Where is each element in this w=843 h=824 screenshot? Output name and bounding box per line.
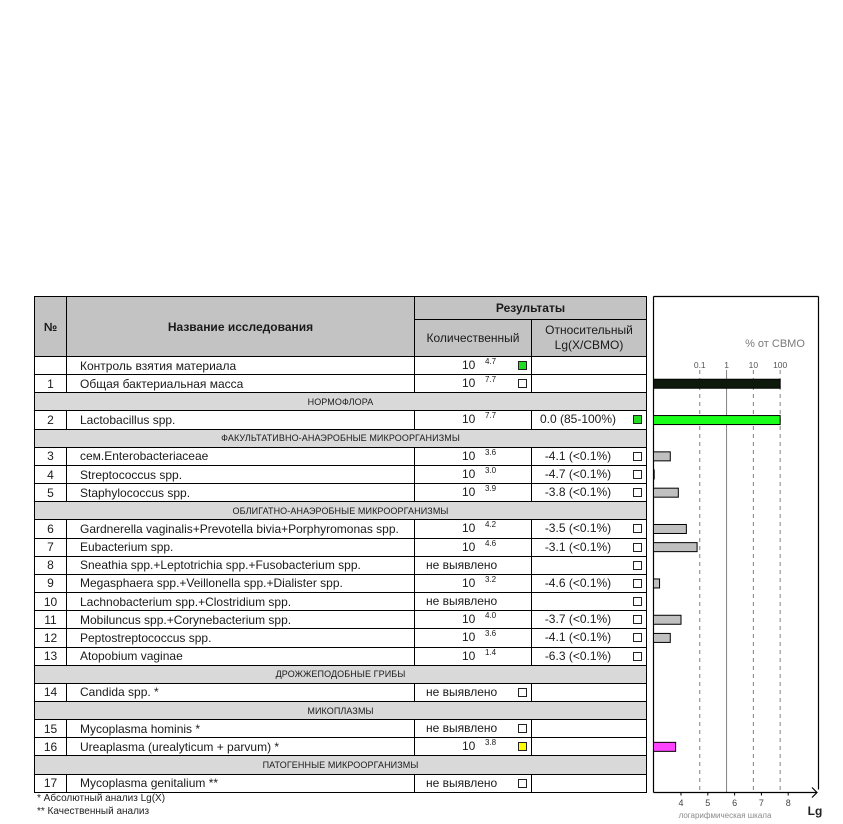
row-number: 1: [47, 376, 54, 391]
quantitative-base: 10: [462, 612, 476, 627]
quantitative-base: 10: [462, 358, 476, 372]
table-row: [35, 357, 646, 375]
row-number-cell: [35, 593, 67, 610]
quantitative-exponent: 3.6: [485, 629, 497, 639]
relative-cell: [532, 448, 646, 465]
relative-cell: [532, 738, 646, 755]
row-number: 6: [47, 521, 54, 536]
bar: [654, 488, 679, 497]
test-name: Lactobacillus spp.: [80, 413, 176, 428]
relative-status-marker: [633, 488, 642, 497]
row-number-cell: [35, 575, 67, 592]
row-number-cell: [35, 738, 67, 755]
test-name-cell: [67, 484, 415, 501]
row-number: 9: [47, 576, 54, 591]
relative-cell: [532, 648, 646, 665]
test-name-cell: [67, 738, 415, 755]
row-number-cell: [35, 520, 67, 537]
row-number-cell: [35, 484, 67, 501]
test-name: Gardnerella vaginalis+Prevotella bivia+Porphyromonas spp.: [80, 521, 399, 536]
bar: [654, 470, 655, 479]
relative-status-marker: [633, 597, 642, 606]
header-relative-line1: Относительный: [545, 323, 633, 337]
quantitative-cell: [415, 448, 532, 465]
row-number-cell: [35, 557, 67, 574]
test-name-cell: [67, 357, 415, 374]
test-name-cell: [67, 775, 415, 792]
chart-title: % от СВМО: [745, 338, 805, 350]
quantitative-cell: [415, 593, 532, 610]
row-number: 14: [43, 685, 58, 700]
quantitative-cell: [415, 684, 532, 701]
row-number-cell: [35, 648, 67, 665]
relative-value: -3.8 (<0.1%): [544, 485, 612, 500]
test-name-cell: [67, 539, 415, 556]
row-number: 10: [43, 594, 58, 609]
quantitative-exponent: 3.6: [485, 447, 497, 457]
quantitative-base: 10: [462, 485, 476, 500]
quantitative-base: 10: [462, 648, 476, 663]
test-name: Mobiluncus spp.+Corynebacterium spp.: [80, 612, 292, 627]
test-name: Candida spp. *: [80, 685, 159, 700]
section-label: ОБЛИГАТНО-АНАЭРОБНЫЕ МИКРООРГАНИЗМЫ: [232, 505, 449, 516]
table-row: [35, 466, 646, 484]
relative-value: -3.1 (<0.1%): [544, 539, 612, 554]
quantitative-cell: [415, 575, 532, 592]
quantitative-exponent: 3.9: [485, 484, 497, 494]
quantitative-base: 10: [462, 630, 476, 645]
quantitative-base: 10: [462, 739, 476, 754]
quantitative-text: не выявлено: [426, 594, 498, 609]
row-number: 4: [47, 467, 54, 482]
quantitative-base: 10: [462, 412, 476, 427]
relative-cell: [532, 593, 646, 610]
table-row: [35, 684, 646, 702]
test-name-cell: [67, 557, 415, 574]
relative-cell: [532, 720, 646, 737]
relative-cell: [532, 411, 646, 428]
test-name-cell: [67, 448, 415, 465]
row-number-cell: [35, 357, 67, 374]
x-axis-tick-label: 4: [678, 798, 684, 808]
percent-tick-label: 0.1: [693, 360, 706, 370]
table-row: [35, 520, 646, 538]
test-name: сем.Enterobacteriaceae: [80, 449, 209, 464]
quantitative-status-marker: [518, 688, 527, 697]
x-axis-tick-label: 5: [705, 798, 711, 808]
section-label: ФАКУЛЬТАТИВНО-АНАЭРОБНЫЕ МИКРООРГАНИЗМЫ: [221, 433, 460, 444]
relative-cell: [532, 629, 646, 646]
row-number-cell: [35, 411, 67, 428]
test-name: Streptococcus spp.: [80, 467, 183, 482]
quantitative-exponent: 3.0: [485, 465, 497, 475]
quantitative-exponent: 7.7: [485, 375, 497, 385]
quantitative-base: 10: [462, 376, 476, 391]
test-name-cell: [67, 411, 415, 428]
test-name-cell: [67, 684, 415, 701]
quantitative-text: не выявлено: [426, 557, 498, 572]
header-test-name: Название исследования: [67, 297, 415, 356]
row-number-cell: [35, 684, 67, 701]
relative-cell: [532, 484, 646, 501]
bar: [654, 416, 781, 425]
header-quantitative: Количественный: [415, 320, 532, 356]
section-row: [35, 393, 646, 411]
quantitative-base: 10: [462, 448, 476, 463]
quantitative-text: не выявлено: [426, 775, 498, 790]
relative-cell: [532, 357, 646, 374]
quantitative-cell: [415, 484, 532, 501]
relative-cell: [532, 575, 646, 592]
quantitative-exponent: 4.7: [485, 357, 497, 366]
relative-value: 0.0 (85-100%): [539, 412, 617, 427]
bar: [654, 633, 671, 642]
bar: [654, 524, 687, 533]
relative-cell: [532, 557, 646, 574]
quantitative-cell: [415, 629, 532, 646]
relative-cell: [532, 775, 646, 792]
table-row: [35, 738, 646, 756]
quantitative-exponent: 4.0: [485, 611, 497, 621]
relative-value: -4.1 (<0.1%): [544, 448, 612, 463]
relative-status-marker: [633, 524, 642, 533]
quantitative-status-marker: [518, 379, 527, 388]
test-name-cell: [67, 466, 415, 483]
relative-value: -3.5 (<0.1%): [544, 521, 612, 536]
table-row: [35, 720, 646, 738]
table-row: [35, 593, 646, 611]
relative-value: -4.1 (<0.1%): [544, 630, 612, 645]
row-number: 2: [47, 413, 54, 428]
quantitative-exponent: 3.8: [485, 738, 497, 748]
footnote-absolute: * Абсолютный анализ Lg(X): [37, 793, 166, 804]
table-row: [35, 539, 646, 557]
row-number: 11: [44, 612, 57, 627]
test-name-cell: [67, 593, 415, 610]
relative-value: -3.7 (<0.1%): [544, 612, 612, 627]
relative-value: -4.6 (<0.1%): [544, 575, 612, 590]
section-row: [35, 702, 646, 720]
x-axis-tick-label: 7: [758, 798, 764, 808]
quantitative-exponent: 7.7: [485, 411, 497, 421]
test-name: Staphylococcus spp.: [80, 485, 191, 500]
table-row: [35, 411, 646, 429]
results-table: [34, 296, 647, 793]
row-number: 15: [43, 721, 58, 736]
relative-value: -4.7 (<0.1%): [544, 466, 612, 481]
quantitative-cell: [415, 375, 532, 392]
row-number: 5: [47, 485, 54, 500]
header-relative-line2: Lg(X/СВМО): [554, 338, 624, 352]
table-body: [35, 357, 646, 793]
relative-status-marker: [633, 415, 642, 424]
row-number: 7: [47, 540, 54, 555]
quantitative-exponent: 1.4: [485, 647, 497, 657]
test-name-cell: [67, 648, 415, 665]
section-label: НОРМОФЛОРА: [307, 396, 374, 407]
header-number: №: [35, 297, 67, 356]
quantitative-cell: [415, 648, 532, 665]
test-name: Sneathia spp.+Leptotrichia spp.+Fusobacterium spp.: [80, 558, 361, 573]
header-relative: [532, 320, 646, 356]
quantitative-status-marker: [518, 742, 527, 751]
relative-status-marker: [633, 452, 642, 461]
row-number-cell: [35, 539, 67, 556]
test-name: Mycoplasma genitalium **: [80, 776, 219, 791]
x-axis-label: Lg: [807, 804, 823, 818]
bar: [654, 543, 698, 552]
quantitative-cell: [415, 720, 532, 737]
quantitative-cell: [415, 557, 532, 574]
quantitative-exponent: 3.2: [485, 574, 497, 584]
row-number-cell: [35, 375, 67, 392]
table-row: [35, 611, 646, 629]
quantitative-cell: [415, 520, 532, 537]
test-name-cell: [67, 611, 415, 628]
quantitative-cell: [415, 411, 532, 428]
relative-cell: [532, 375, 646, 392]
test-name: Ureaplasma (urealyticum + parvum) *: [80, 739, 280, 754]
section-row: [35, 756, 646, 774]
quantitative-cell: [415, 539, 532, 556]
table-header: [35, 297, 646, 357]
quantitative-status-marker: [518, 779, 527, 788]
table-row: [35, 648, 646, 666]
relative-status-marker: [633, 543, 642, 552]
quantitative-base: 10: [462, 521, 476, 536]
quantitative-text: не выявлено: [426, 684, 498, 699]
quantitative-status-marker: [518, 361, 527, 370]
relative-cell: [532, 520, 646, 537]
bar: [654, 579, 660, 588]
quantitative-status-marker: [518, 724, 527, 733]
row-number-cell: [35, 720, 67, 737]
relative-cell: [532, 466, 646, 483]
section-row: [35, 666, 646, 684]
relative-status-marker: [633, 652, 642, 661]
bar: [654, 742, 676, 751]
test-name: Контроль взятия материала: [80, 358, 237, 373]
row-number: 16: [43, 739, 58, 754]
section-label: ПАТОГЕННЫЕ МИКРООРГАНИЗМЫ: [262, 760, 419, 771]
test-name-cell: [67, 520, 415, 537]
row-number: 17: [43, 776, 58, 791]
quantitative-cell: [415, 611, 532, 628]
test-name: Eubacterium spp.: [80, 540, 174, 555]
percent-tick-label: 1: [724, 360, 729, 370]
test-name: Megasphaera spp.+Veillonella spp.+Dialister spp.: [80, 576, 343, 591]
bar: [654, 615, 682, 624]
bar: [654, 452, 671, 461]
percent-tick-label: 10: [748, 360, 759, 370]
relative-cell: [532, 611, 646, 628]
table-row: [35, 629, 646, 647]
test-name: Atopobium vaginae: [80, 649, 183, 664]
row-number-cell: [35, 448, 67, 465]
header-results: Результаты: [415, 297, 646, 320]
test-name-cell: [67, 375, 415, 392]
x-axis-arrow-icon: [812, 788, 817, 798]
row-number: 13: [43, 649, 58, 664]
scale-label: логарифмическая шкала: [678, 811, 772, 820]
quantitative-cell: [415, 738, 532, 755]
table-row: [35, 375, 646, 393]
table-row: [35, 557, 646, 575]
quantitative-base: 10: [462, 466, 476, 481]
quantitative-base: 10: [462, 575, 476, 590]
section-row: [35, 430, 646, 448]
row-number: 12: [43, 630, 58, 645]
quantitative-cell: [415, 357, 532, 374]
row-number-cell: [35, 629, 67, 646]
relative-status-marker: [633, 561, 642, 570]
bar: [654, 379, 781, 388]
relative-cell: [532, 539, 646, 556]
quantitative-exponent: 4.6: [485, 538, 497, 548]
relative-status-marker: [633, 579, 642, 588]
table-row: [35, 484, 646, 502]
percent-tick-label: 100: [773, 360, 788, 370]
row-number: 3: [47, 449, 54, 464]
x-axis-tick-label: 6: [732, 798, 738, 808]
section-row: [35, 502, 646, 520]
test-name-cell: [67, 720, 415, 737]
relative-status-marker: [633, 615, 642, 624]
row-number-cell: [35, 466, 67, 483]
relative-cell: [532, 684, 646, 701]
relative-status-marker: [633, 633, 642, 642]
section-label: МИКОПЛАЗМЫ: [307, 705, 374, 716]
test-name: Peptostreptococcus spp.: [80, 630, 212, 645]
x-axis-tick-label: 8: [785, 798, 791, 808]
quantitative-cell: [415, 466, 532, 483]
relative-status-marker: [633, 470, 642, 479]
quantitative-base: 10: [462, 539, 476, 554]
row-number-cell: [35, 611, 67, 628]
row-number: 8: [47, 558, 54, 573]
quantitative-cell: [415, 775, 532, 792]
row-number-cell: [35, 775, 67, 792]
test-name-cell: [67, 575, 415, 592]
relative-value: -6.3 (<0.1%): [544, 648, 612, 663]
test-name: Общая бактериальная масса: [80, 376, 244, 391]
table-row: [35, 575, 646, 593]
table-row: [35, 775, 646, 793]
table-row: [35, 448, 646, 466]
footnote-qualitative: ** Качественный анализ: [37, 806, 150, 817]
quantitative-text: не выявлено: [426, 721, 498, 736]
test-name: Lachnobacterium spp.+Clostridium spp.: [80, 594, 292, 609]
test-name-cell: [67, 629, 415, 646]
test-name: Mycoplasma hominis *: [80, 721, 201, 736]
quantitative-exponent: 4.2: [485, 520, 497, 530]
section-label: ДРОЖЖЕПОДОБНЫЕ ГРИБЫ: [275, 669, 406, 680]
